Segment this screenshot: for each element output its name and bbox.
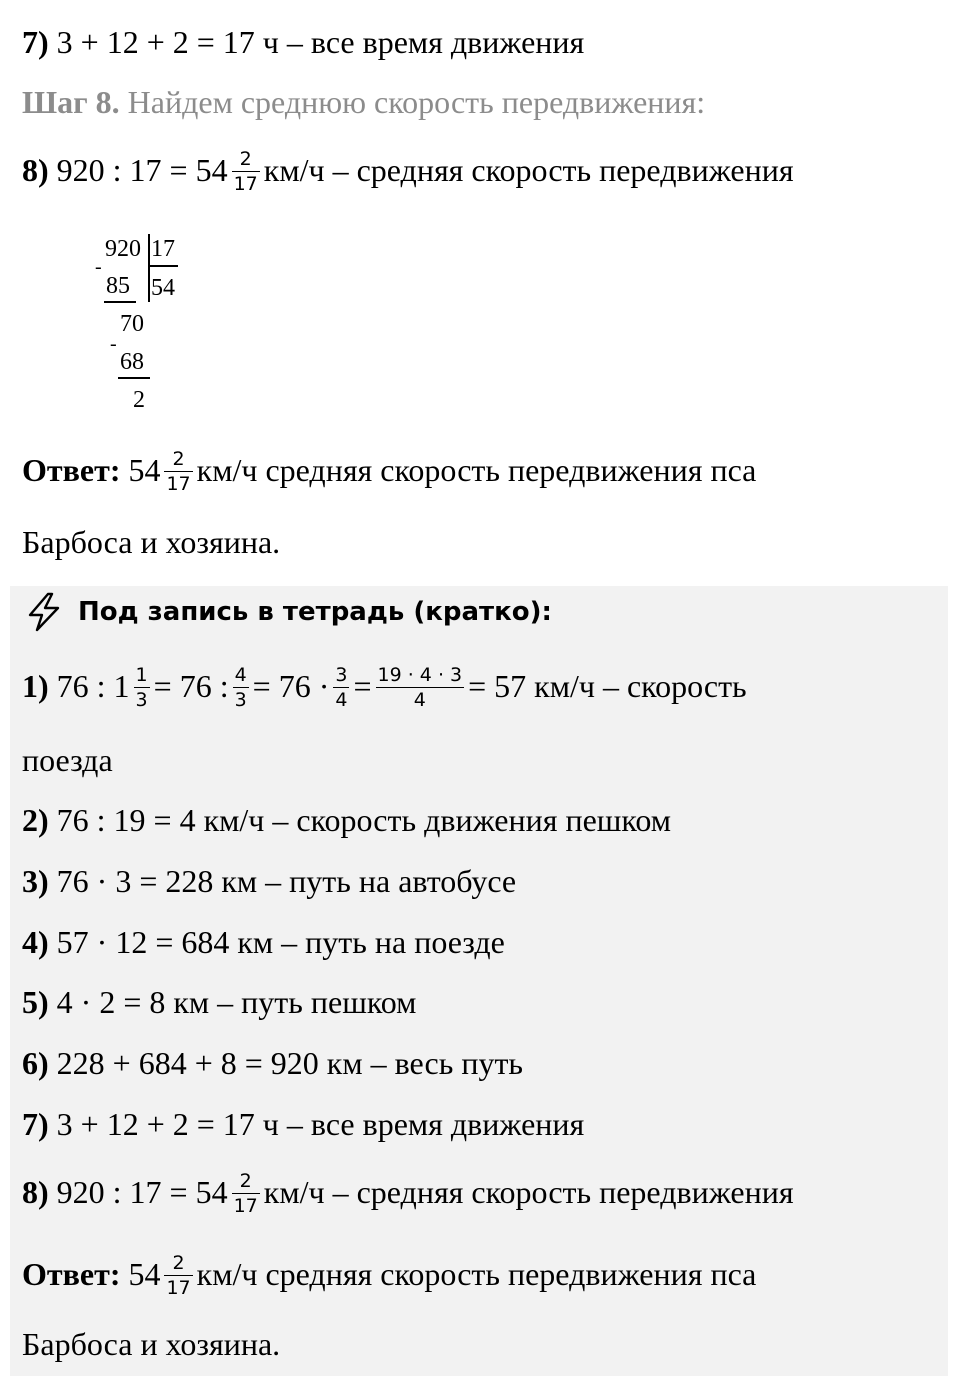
- fraction-denominator: 17: [166, 1277, 191, 1300]
- fraction-numerator: 1: [135, 664, 148, 687]
- note-line-8: [22, 1172, 794, 1219]
- note-answer-line-2: Барбоса и хозяина.: [22, 1326, 281, 1362]
- step-number: 2): [22, 802, 49, 838]
- expr-part: =: [353, 668, 372, 704]
- answer-pre: 54: [128, 452, 161, 488]
- fraction-denominator: 3: [135, 689, 148, 712]
- step-text: 76 · 3 = 228 км – путь на автобусе: [56, 863, 517, 899]
- note-line-3: [22, 861, 516, 901]
- note-line-7: [22, 1104, 584, 1144]
- ld-minus: -: [95, 256, 102, 278]
- step-line-8: [22, 150, 794, 197]
- fraction-denominator: 17: [233, 1195, 258, 1218]
- ld-vertical-bar: [148, 234, 150, 302]
- fraction-denominator: 17: [233, 173, 258, 196]
- fraction: [164, 448, 192, 495]
- step-number: 8): [22, 152, 49, 188]
- step-text-pre: 920 : 17 = 54: [56, 152, 228, 188]
- fraction-numerator: 2: [164, 448, 192, 472]
- answer-post: км/ч средняя скорость передвижения пса: [196, 1256, 757, 1292]
- step-text: 3 + 12 + 2 = 17 ч – все время движения: [56, 1106, 585, 1142]
- ld-dividend: 920: [105, 236, 141, 262]
- step-text-post: км/ч – средняя скорость передвижения: [263, 152, 794, 188]
- answer-post: км/ч средняя скорость передвижения пса: [196, 452, 757, 488]
- fraction: [164, 1252, 192, 1299]
- fraction: [232, 148, 260, 195]
- step-number: 4): [22, 924, 49, 960]
- note-line-4: [22, 922, 505, 962]
- fraction: [333, 664, 349, 711]
- step-number: 7): [22, 24, 49, 60]
- fraction-numerator: 2: [164, 1252, 192, 1276]
- ld-rule: [118, 377, 150, 379]
- ld-remainder-1: 70: [120, 311, 144, 337]
- note-line-5: [22, 982, 416, 1022]
- fraction-denominator: 4: [413, 689, 426, 712]
- step-number: 3): [22, 863, 49, 899]
- step-line-7: [22, 22, 584, 62]
- ld-quotient: 54: [151, 275, 175, 301]
- note-answer-line: [22, 1254, 756, 1301]
- fraction-numerator: 2: [232, 148, 260, 172]
- answer-line: [22, 450, 756, 497]
- ld-subtrahend-1: 85: [106, 273, 130, 299]
- step-heading-text: Найдем среднюю скорость передвижения:: [127, 84, 706, 120]
- fraction-numerator: 4: [234, 664, 247, 687]
- step-text: 228 + 684 + 8 = 920 км – весь путь: [56, 1045, 524, 1081]
- answer-pre: 54: [128, 1256, 161, 1292]
- fraction-numerator: 3: [335, 664, 348, 687]
- step-text: 76 : 19 = 4 км/ч – скорость движения пешком: [56, 802, 671, 838]
- ld-minus: -: [110, 333, 117, 355]
- step-text: 4 · 2 = 8 км – путь пешком: [56, 984, 417, 1020]
- note-line-6: [22, 1043, 523, 1083]
- expr-part: 76 : 1: [56, 668, 130, 704]
- step-label: Шаг 8.: [22, 84, 120, 120]
- fraction: [232, 1170, 260, 1217]
- expr-part: = 76 :: [153, 668, 229, 704]
- fraction-denominator: 17: [166, 473, 191, 496]
- notebook-title: Под запись в тетрадь (кратко):: [78, 597, 552, 627]
- answer-label: Ответ:: [22, 452, 121, 488]
- fraction-numerator: 19 · 4 · 3: [377, 664, 463, 687]
- step-number: 5): [22, 984, 49, 1020]
- step-text: 57 · 12 = 684 км – путь на поезде: [56, 924, 505, 960]
- ld-divisor-bar: [148, 265, 178, 267]
- step-number: 1): [22, 668, 49, 704]
- fraction: [376, 664, 465, 711]
- note-line-2: [22, 800, 671, 840]
- step-8-heading: [22, 82, 705, 122]
- ld-subtrahend-2: 68: [120, 349, 144, 375]
- answer-label: Ответ:: [22, 1256, 121, 1292]
- note-line-1-cont: поезда: [22, 742, 113, 778]
- expr-part: = 76 ·: [252, 668, 330, 704]
- fraction-denominator: 3: [234, 689, 247, 712]
- expr-part: = 57 км/ч – скорость: [468, 668, 747, 704]
- step-number: 8): [22, 1174, 49, 1210]
- fraction-numerator: 2: [232, 1170, 260, 1194]
- ld-rule: [104, 301, 136, 303]
- step-text-pre: 920 : 17 = 54: [56, 1174, 228, 1210]
- step-text: 3 + 12 + 2 = 17 ч – все время движения: [56, 24, 585, 60]
- lightning-icon: [22, 590, 66, 634]
- step-text-post: км/ч – средняя скорость передвижения: [263, 1174, 794, 1210]
- note-line-1: [22, 666, 747, 713]
- fraction: [134, 664, 150, 711]
- ld-remainder: 2: [133, 387, 145, 413]
- fraction: [233, 664, 249, 711]
- ld-divisor: 17: [151, 236, 175, 262]
- step-number: 7): [22, 1106, 49, 1142]
- answer-line-2: Барбоса и хозяина.: [22, 524, 281, 560]
- step-number: 6): [22, 1045, 49, 1081]
- fraction-denominator: 4: [335, 689, 348, 712]
